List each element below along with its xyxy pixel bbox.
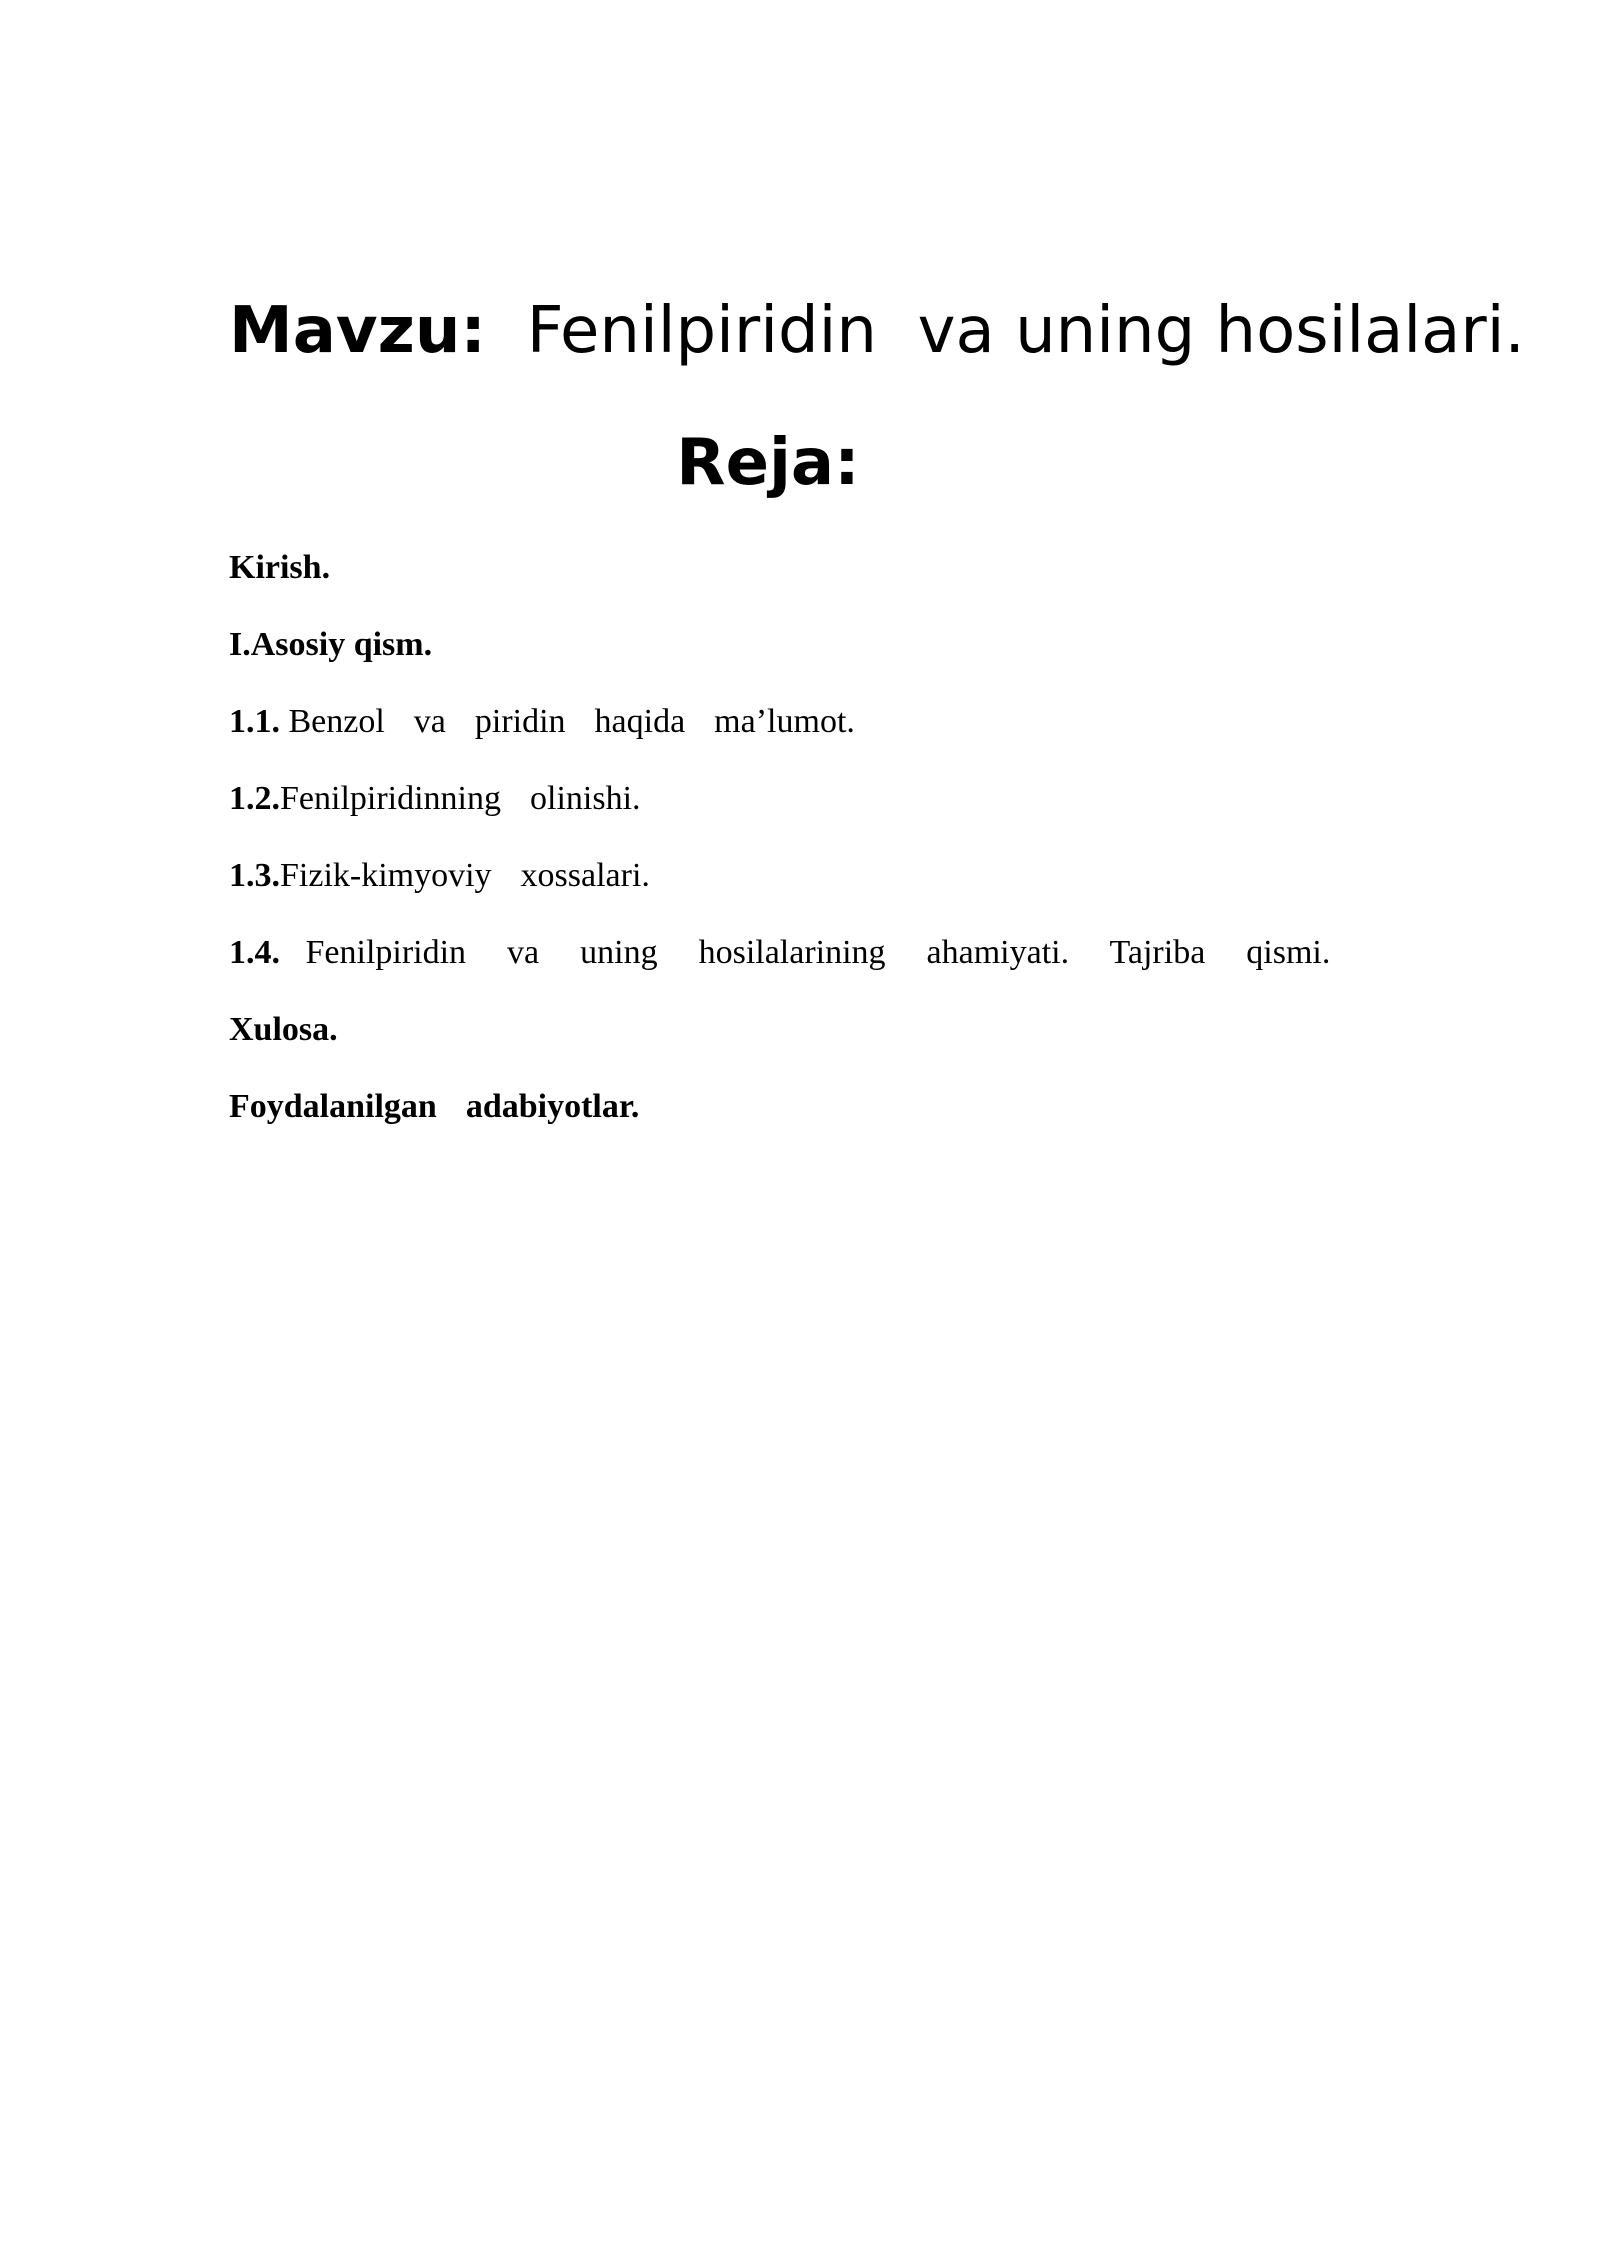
outline-item-1-2-number: 1.2. xyxy=(229,780,280,817)
outline-item-1-2-text: Fenilpiridinning olinishi. xyxy=(280,780,641,817)
outline-item-main-part xyxy=(229,625,1379,702)
title-text: Fenilpiridin va uning hosilalari. xyxy=(526,294,1525,368)
outline-item-references xyxy=(229,1087,1379,1164)
plan-outline xyxy=(229,548,1379,1164)
title-label: Mavzu: xyxy=(229,294,486,368)
outline-intro-text: Kirish. xyxy=(229,549,331,586)
outline-item-1-4 xyxy=(229,933,1379,1010)
outline-item-1-4-text: Fenilpiridin va uning hosilalarining ahamiyati. Tajriba qismi. xyxy=(305,934,1331,971)
outline-item-1-4-number: 1.4. xyxy=(229,934,280,971)
outline-conclusion-text: Xulosa. xyxy=(229,1011,338,1048)
outline-item-1-2 xyxy=(229,779,1379,856)
outline-item-1-3 xyxy=(229,856,1379,933)
plan-heading: Reja: xyxy=(676,426,860,500)
outline-item-1-1-text: Benzol va piridin haqida ma’lumot. xyxy=(288,703,855,740)
outline-item-conclusion xyxy=(229,1010,1379,1087)
outline-main-part-text: I.Asosiy qism. xyxy=(229,626,433,663)
outline-item-1-3-text: Fizik-kimyoviy xossalari. xyxy=(280,857,650,894)
document-title xyxy=(229,286,1525,376)
outline-item-intro xyxy=(229,548,1379,625)
outline-item-1-3-number: 1.3. xyxy=(229,857,280,894)
outline-item-1-1 xyxy=(229,702,1379,779)
outline-item-1-1-number: 1.1. xyxy=(229,703,280,740)
outline-references-text: Foydalanilgan adabiyotlar. xyxy=(229,1088,640,1125)
